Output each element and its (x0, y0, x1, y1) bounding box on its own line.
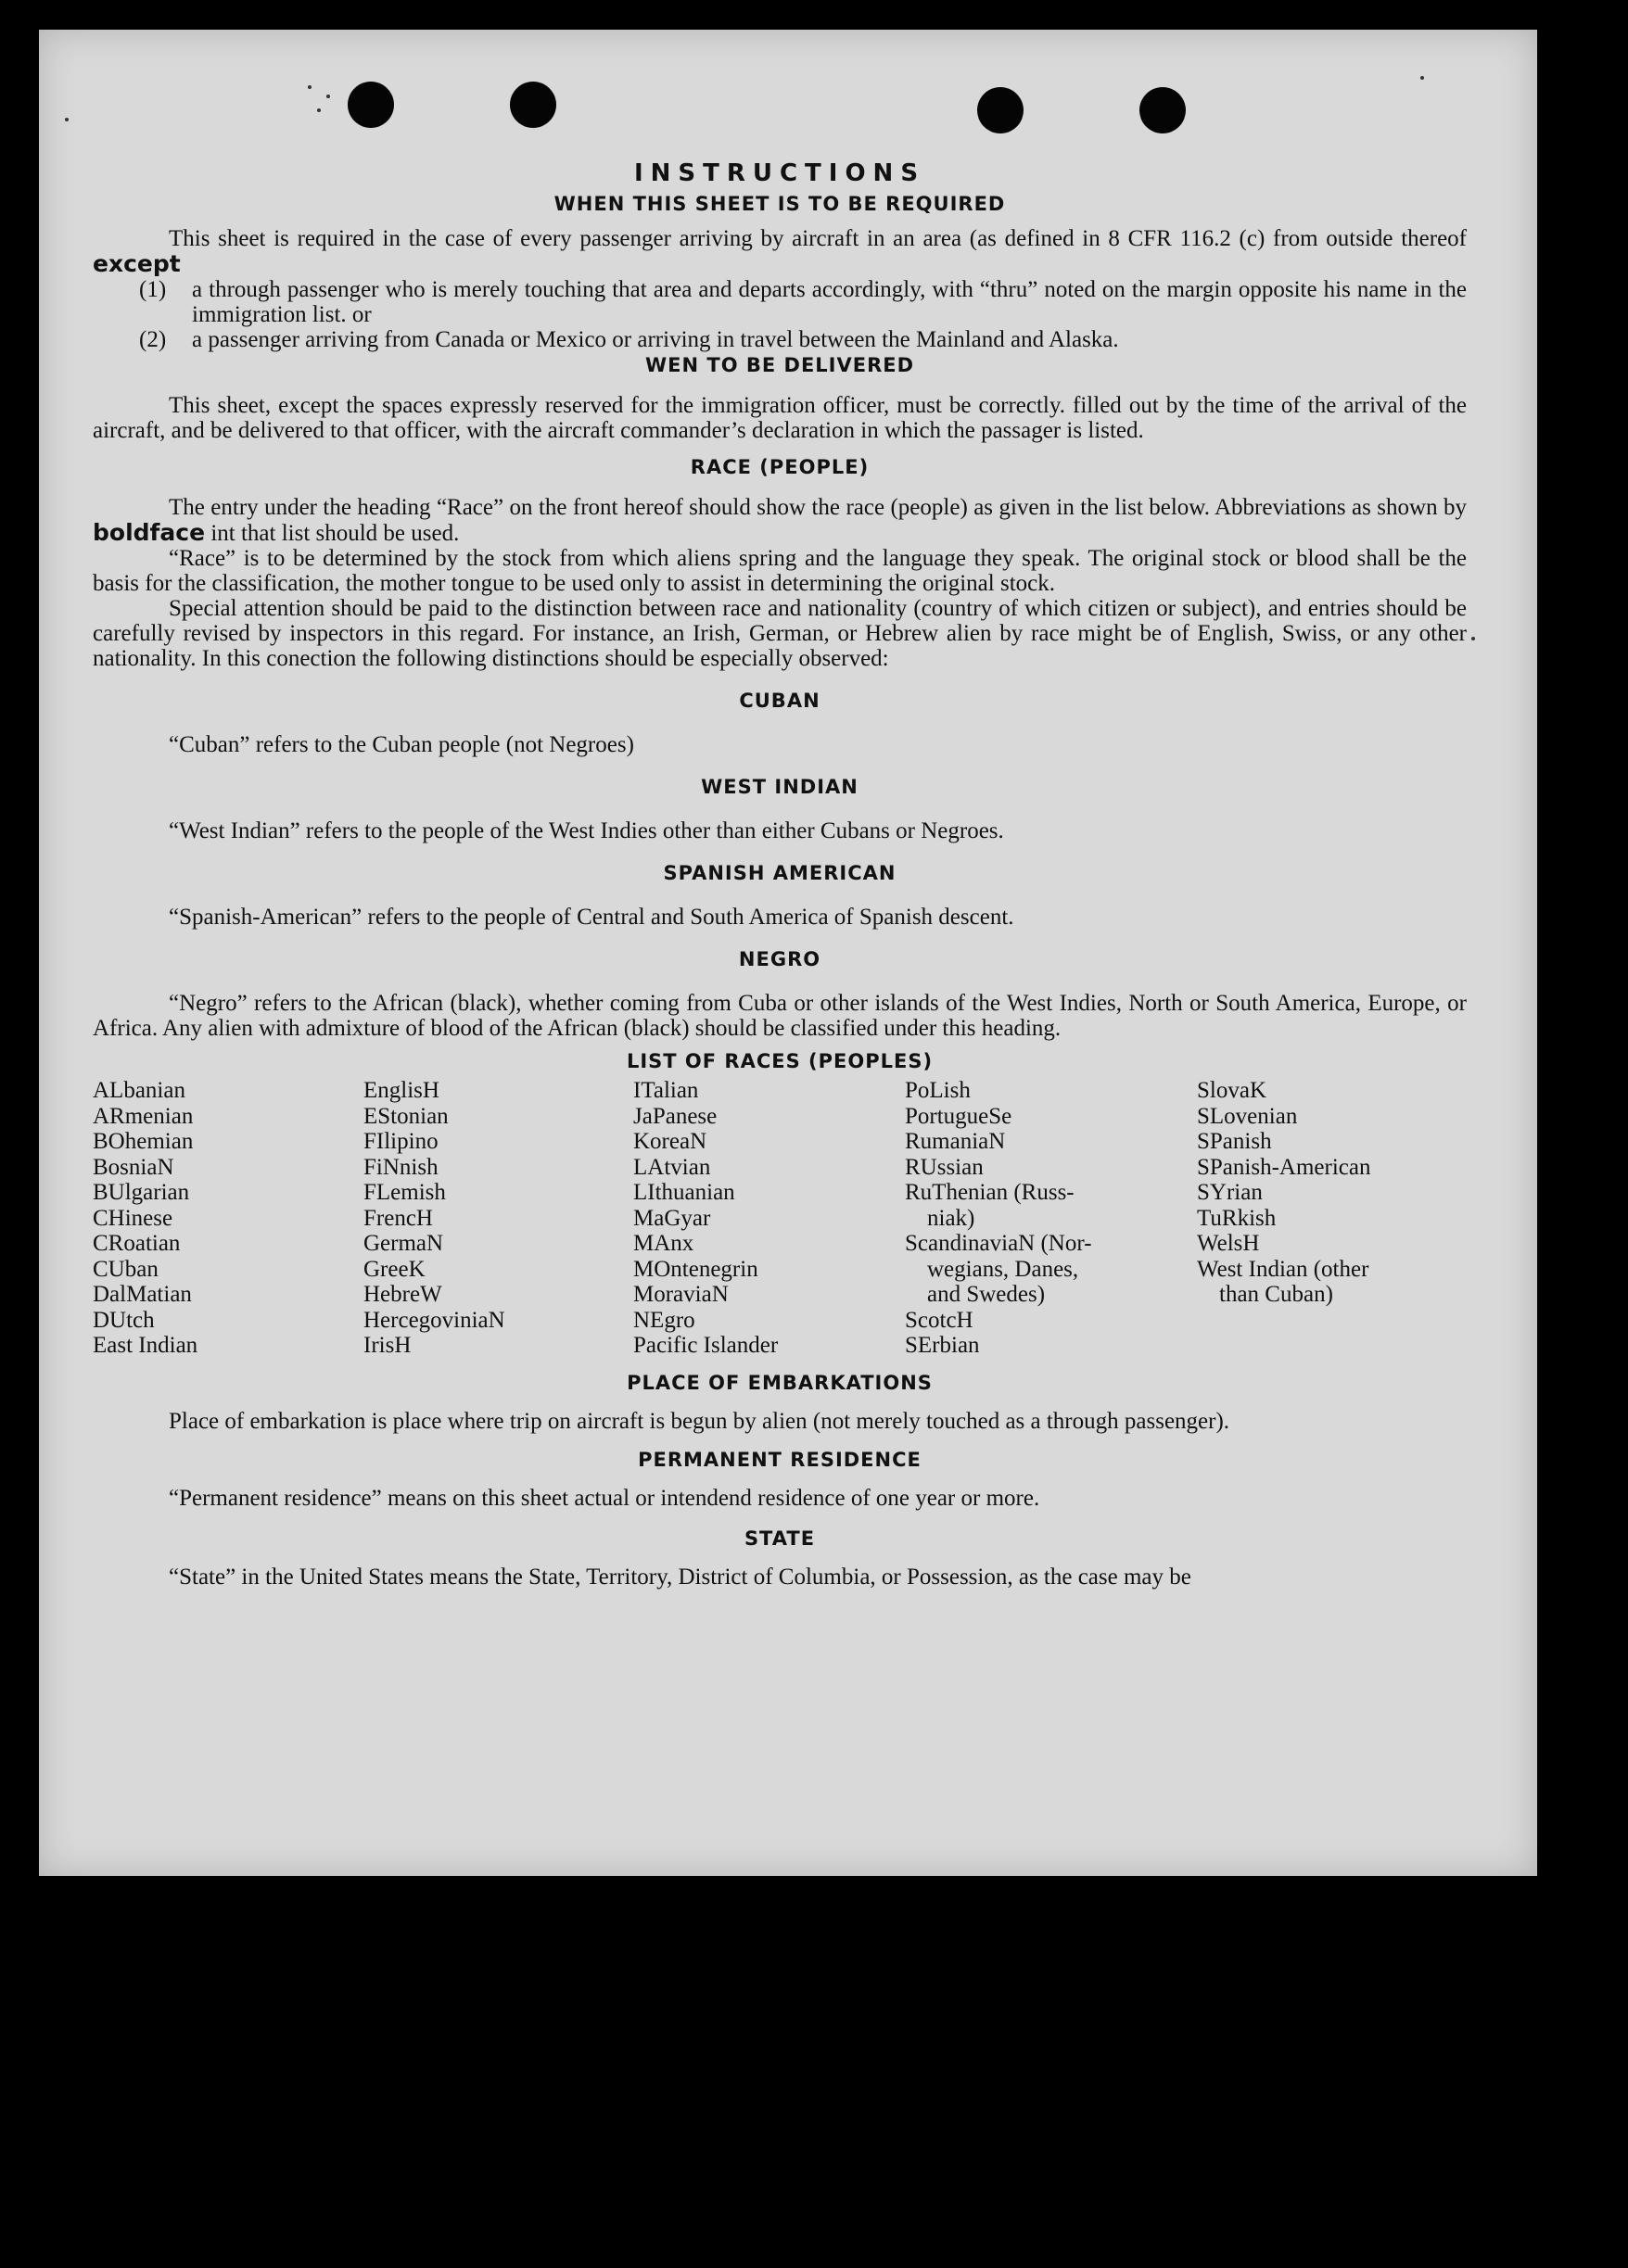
race-item: FIlipino (363, 1129, 439, 1154)
race-item: BUlgarian (93, 1180, 190, 1205)
section-heading-state: STATE (744, 1527, 816, 1550)
race-item: ScandinaviaN (Nor- (905, 1231, 1092, 1256)
when-required-text: This sheet is required in the case of every passenger arriving by aircraft in an area (as defined in 8 CFR 116.2 (c) from outside thereof except (93, 226, 1467, 277)
race-paragraph-1: The entry under the heading “Race” on the front hereof should show the race (people) as given in the list below. Abbreviations as shown by boldface int that list should be used. (93, 495, 1467, 546)
race-item: DalMatian (93, 1282, 192, 1307)
section-heading-when-required: WHEN THIS SHEET IS TO BE REQUIRED (553, 193, 1006, 215)
race-item: SPanish-American (1197, 1154, 1371, 1180)
race-item: EnglisH (363, 1078, 439, 1103)
race-item: niak) (927, 1205, 975, 1231)
race-item: IrisH (363, 1333, 412, 1358)
instructions-body (93, 159, 1467, 1590)
race-item: NEgro (633, 1307, 695, 1333)
race-item: GreeK (363, 1256, 426, 1282)
race-item: HercegoviniaN (363, 1307, 505, 1333)
section-heading-west-indian: WEST INDIAN (701, 776, 859, 798)
race-item: ALbanian (93, 1078, 185, 1103)
race-item: FrencH (363, 1205, 433, 1231)
race-item: JaPanese (633, 1103, 718, 1129)
punch-hole (510, 82, 556, 128)
race-item: SlovaK (1197, 1078, 1266, 1103)
race-item: FLemish (363, 1180, 446, 1205)
race-item: SErbian (905, 1333, 980, 1358)
section-heading-embarkation: PLACE OF EMBARKATIONS (627, 1371, 933, 1394)
section-heading-race: RACE (PEOPLE) (690, 456, 870, 478)
race-item: East Indian (93, 1333, 198, 1358)
race-item: West Indian (other (1197, 1256, 1369, 1282)
race-item: MAnx (633, 1231, 694, 1256)
race-item: GermaN (363, 1231, 444, 1256)
races-column-5 (1197, 1078, 1467, 1359)
race-item: ITalian (633, 1078, 699, 1103)
race-item: KoreaN (633, 1129, 707, 1154)
race-item: BosniaN (93, 1154, 174, 1180)
race-paragraph-2: “Race” is to be determined by the stock from which aliens spring and the language they speak. The original stock or blood shall be the basis for the classification, the mother tongue to be used only to assist in determining the original stock. (93, 546, 1467, 596)
race-item: RumaniaN (905, 1129, 1006, 1154)
race-paragraph-3: Special attention should be paid to the distinction between race and nationality (country of which citizen or subject), and entries should be carefully revised by inspectors in this regard. For instance, an Irish, German, or Hebrew alien by race might be of English, Swiss, or any other nationality. In this conection the following distinctions should be especially observed: (93, 596, 1467, 671)
embarkation-text: Place of embarkation is place where trip on aircraft is begun by alien (not merely touched as a through passenger). (169, 1408, 1230, 1434)
race-item: ARmenian (93, 1103, 194, 1129)
race-item: CUban (93, 1256, 159, 1282)
race-item: WelsH (1197, 1231, 1260, 1256)
race-item: TuRkish (1197, 1205, 1277, 1231)
race-item: ScotcH (905, 1307, 973, 1333)
punch-hole (348, 82, 394, 128)
race-item: CHinese (93, 1205, 173, 1231)
page-title: INSTRUCTIONS (633, 159, 926, 187)
races-column-1 (93, 1078, 363, 1359)
race-item: PortugueSe (905, 1103, 1012, 1129)
permanent-residence-text: “Permanent residence” means on this sheet actual or intendend residence of one year or more. (169, 1485, 1040, 1511)
race-item: DUtch (93, 1307, 155, 1333)
section-heading-negro: NEGRO (738, 948, 821, 970)
section-heading-spanish-american: SPANISH AMERICAN (663, 862, 897, 884)
race-item: than Cuban) (1219, 1282, 1333, 1307)
race-item: LIthuanian (633, 1180, 735, 1205)
race-item: MOntenegrin (633, 1256, 758, 1282)
negro-text: “Negro” refers to the African (black), whether coming from Cuba or other islands of the West Indies, North or South America, Europe, or Africa. Any alien with admixture of blood of the African (black) should be classified under this heading. (93, 991, 1467, 1041)
document-page (39, 30, 1537, 1876)
race-item: BOhemian (93, 1129, 194, 1154)
exception-item-1: (1) a through passenger who is merely touching that area and departs accordingly, with “thru” noted on the margin opposite his name in the immigration list. or (139, 277, 1467, 327)
race-item: RuThenian (Russ- (905, 1180, 1075, 1205)
punch-hole (1139, 87, 1186, 133)
delivered-text: This sheet, except the spaces expressly reserved for the immigration officer, must be correctly. filled out by the time of the arrival of the aircraft, and be delivered to that officer, with the aircraft commander’s declaration in which the passager is listed. (93, 393, 1467, 443)
race-item: SYrian (1197, 1180, 1263, 1205)
west-indian-text: “West Indian” refers to the people of the West Indies other than either Cubans or Negroes. (169, 818, 1004, 843)
race-item: MoraviaN (633, 1282, 729, 1307)
race-item: LAtvian (633, 1154, 711, 1180)
race-item: Pacific Islander (633, 1333, 779, 1358)
races-list (93, 1078, 1467, 1359)
race-item: MaGyar (633, 1205, 711, 1231)
spanish-american-text: “Spanish-American” refers to the people of Central and South America of Spanish descent. (169, 905, 1014, 930)
races-column-3 (633, 1078, 905, 1359)
section-heading-cuban: CUBAN (739, 690, 820, 712)
race-item: SPanish (1197, 1129, 1272, 1154)
race-item: CRoatian (93, 1231, 181, 1256)
section-heading-permanent-residence: PERMANENT RESIDENCE (638, 1448, 922, 1471)
exception-item-2: (2) a passenger arriving from Canada or Mexico or arriving in travel between the Mainland and Alaska. (139, 327, 1119, 352)
race-item: SLovenian (1197, 1103, 1298, 1129)
section-heading-list-of-races: LIST OF RACES (PEOPLES) (626, 1050, 934, 1072)
race-item: and Swedes) (927, 1282, 1046, 1307)
race-item: FiNnish (363, 1154, 439, 1180)
race-item: RUssian (905, 1154, 984, 1180)
punch-hole (977, 87, 1024, 133)
race-item: EStonian (363, 1103, 449, 1129)
races-column-4 (905, 1078, 1197, 1359)
cuban-text: “Cuban” refers to the Cuban people (not Negroes) (169, 732, 634, 757)
race-item: PoLish (905, 1078, 971, 1103)
race-item: HebreW (363, 1282, 442, 1307)
state-text: “State” in the United States means the State, Territory, District of Columbia, or Possession, as the case may be (169, 1564, 1191, 1590)
race-item: wegians, Danes, (927, 1256, 1079, 1282)
section-heading-delivered: WEN TO BE DELIVERED (644, 354, 915, 376)
races-column-2 (363, 1078, 633, 1359)
